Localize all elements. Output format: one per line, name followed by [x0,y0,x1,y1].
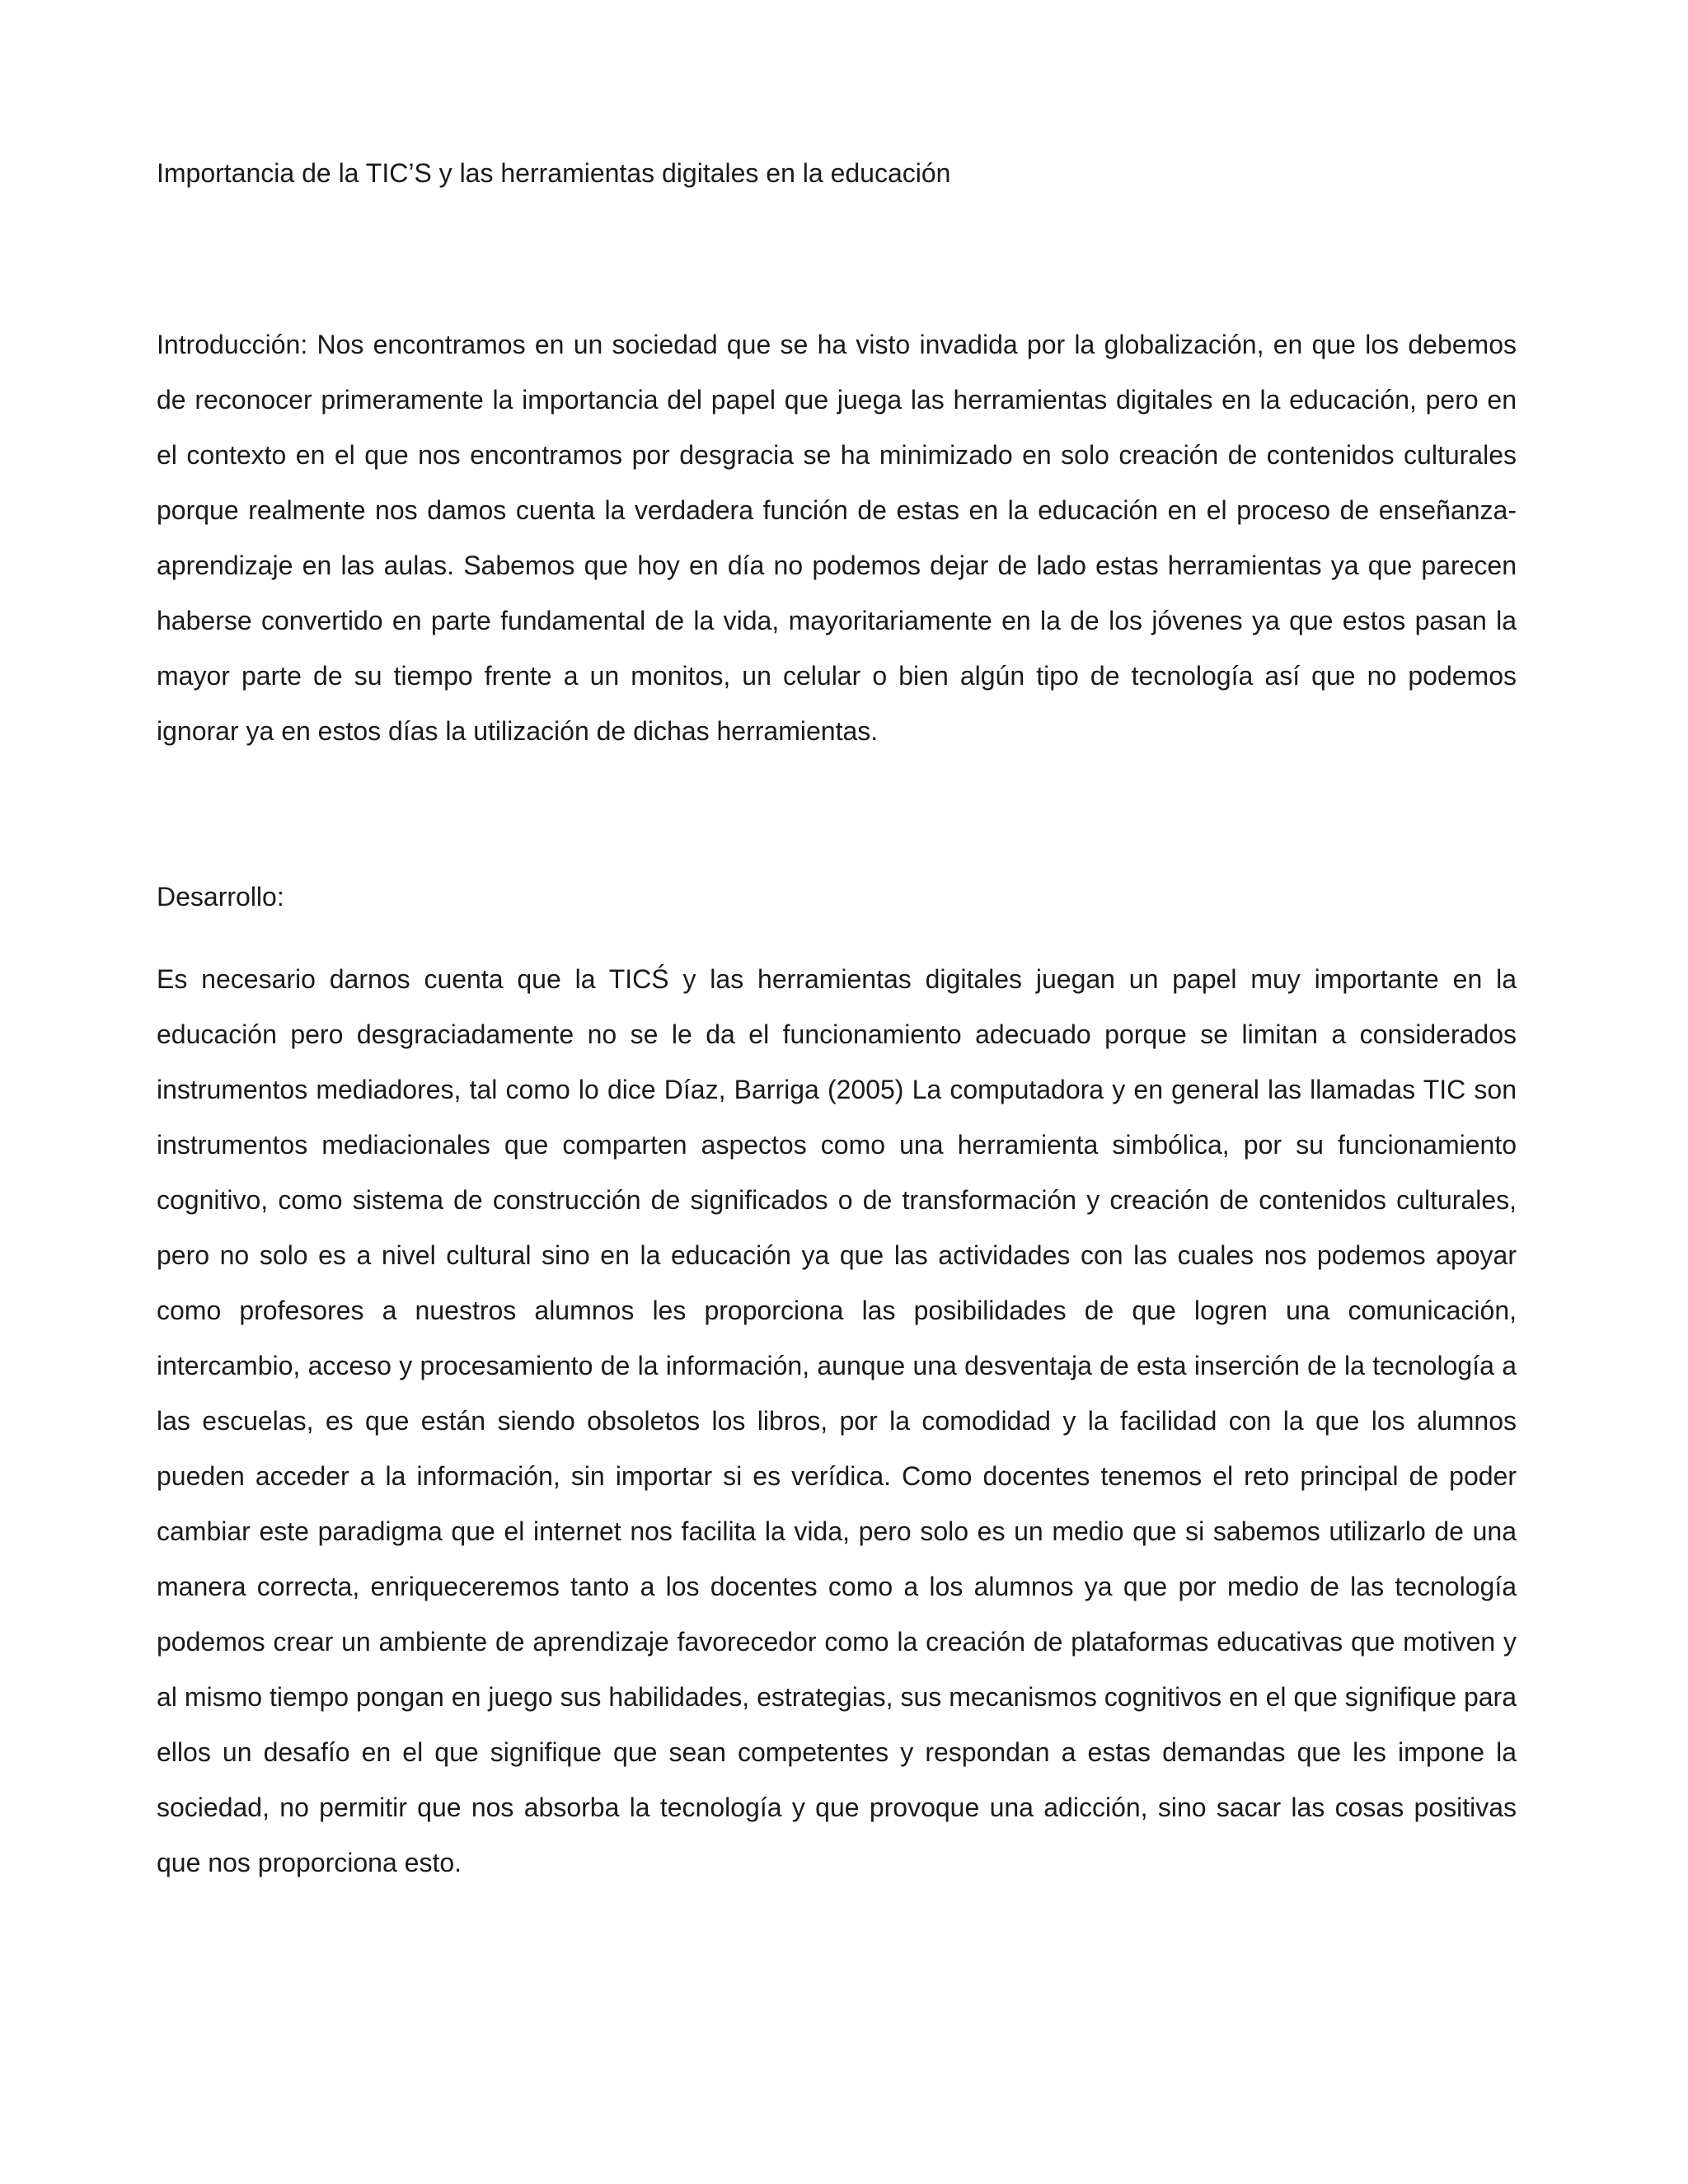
introduction-paragraph: Introducción: Nos encontramos en un sociedad que se ha visto invadida por la globalización, en que los debemos de reconocer primeramente la importancia del papel que juega las herramientas digitales en la educación, pero en el contexto en el que nos encontramos por desgracia se ha minimizado en solo creación de contenidos culturales porque realmente nos damos cuenta la verdadera función de estas en la educación en el proceso de enseñanza- aprendizaje en las aulas. Sabemos que hoy en día no podemos dejar de lado estas herramientas ya que parecen haberse convertido en parte fundamental de la vida, mayoritariamente en la de los jóvenes ya que estos pasan la mayor parte de su tiempo frente a un monitos, un celular o bien algún tipo de tecnología así que no podemos ignorar ya en estos días la utilización de dichas herramientas. [157,330,1517,746]
document-body [157,152,1517,1891]
development-heading: Desarrollo: [157,882,284,912]
document-title: Importancia de la TIC’S y las herramientas digitales en la educación [157,158,951,188]
development-paragraph: Es necesario darnos cuenta que la TICŚ y las herramientas digitales juegan un papel muy importante en la educación pero desgraciadamente no se le da el funcionamiento adecuado porque se limitan a considerados instrumentos mediadores, tal como lo dice Díaz, Barriga (2005) La computadora y en general las llamadas TIC son instrumentos mediacionales que comparten aspectos como una herramienta simbólica, por su funcionamiento cognitivo, como sistema de construcción de significados o de transformación y creación de contenidos culturales, pero no solo es a nivel cultural sino en la educación ya que las actividades con las cuales nos podemos apoyar como profesores a nuestros alumnos les proporciona las posibilidades de que logren una comunicación, intercambio, acceso y procesamiento de la información, aunque una desventaja de esta inserción de la tecnología a las escuelas, es que están siendo obsoletos los libros, por la comodidad y la facilidad con la que los alumnos pueden acceder a la información, sin importar si es verídica. Como docentes tenemos el reto principal de poder cambiar este paradigma que el internet nos facilita la vida, pero solo es un medio que si sabemos utilizarlo de una manera correcta, enriqueceremos tanto a los docentes como a los alumnos ya que por medio de las tecnología podemos crear un ambiente de aprendizaje favorecedor como la creación de plataformas educativas que motiven y al mismo tiempo pongan en juego sus habilidades, estrategias, sus mecanismos cognitivos en el que signifique para ellos un desafío en el que signifique que sean competentes y respondan a estas demandas que les impone la sociedad, no permitir que nos absorba la tecnología y que provoque una adicción, sino sacar las cosas positivas que nos proporciona esto. [157,964,1517,1877]
